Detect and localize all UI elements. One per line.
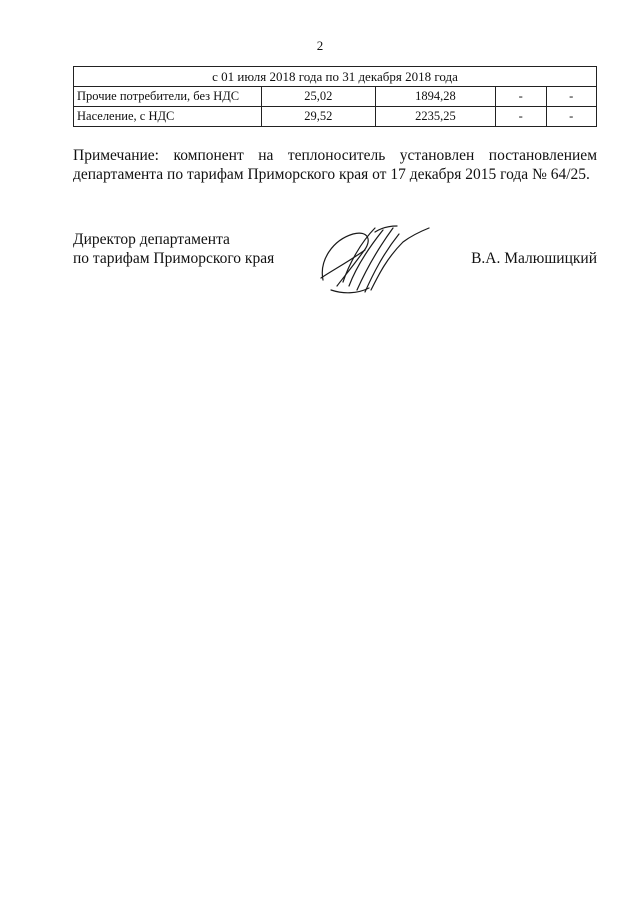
tariff-value-1: 29,52 — [261, 107, 375, 127]
signer-name: В.А. Малюшицкий — [471, 250, 597, 267]
tariff-table — [73, 66, 597, 127]
signer-title-line-2: по тарифам Приморского края — [73, 250, 275, 267]
tariff-value-2: 1894,28 — [375, 87, 495, 107]
tariff-value-1: 25,02 — [261, 87, 375, 107]
table-row — [74, 107, 597, 127]
handwritten-signature — [313, 220, 433, 300]
page-number: 2 — [316, 38, 324, 53]
tariff-value-2: 2235,25 — [375, 107, 495, 127]
period-header: с 01 июля 2018 года по 31 декабря 2018 года — [74, 67, 597, 87]
table-row — [74, 87, 597, 107]
tariff-value-4: - — [546, 107, 597, 127]
tariff-value-3: - — [496, 87, 546, 107]
tariff-value-4: - — [546, 87, 597, 107]
note-paragraph: Примечание: компонент на теплоноситель установлен постановлением департамента по тарифам Приморского края от 17 декабря 2015 года № 64/25. — [73, 147, 597, 183]
table-period-row — [74, 67, 597, 87]
consumer-name: Население, с НДС — [74, 107, 262, 127]
signer-title-line-1: Директор департамента — [73, 231, 230, 248]
consumer-name: Прочие потребители, без НДС — [74, 87, 262, 107]
signature-block — [73, 230, 597, 310]
signer-title — [73, 230, 274, 268]
tariff-value-3: - — [496, 107, 546, 127]
